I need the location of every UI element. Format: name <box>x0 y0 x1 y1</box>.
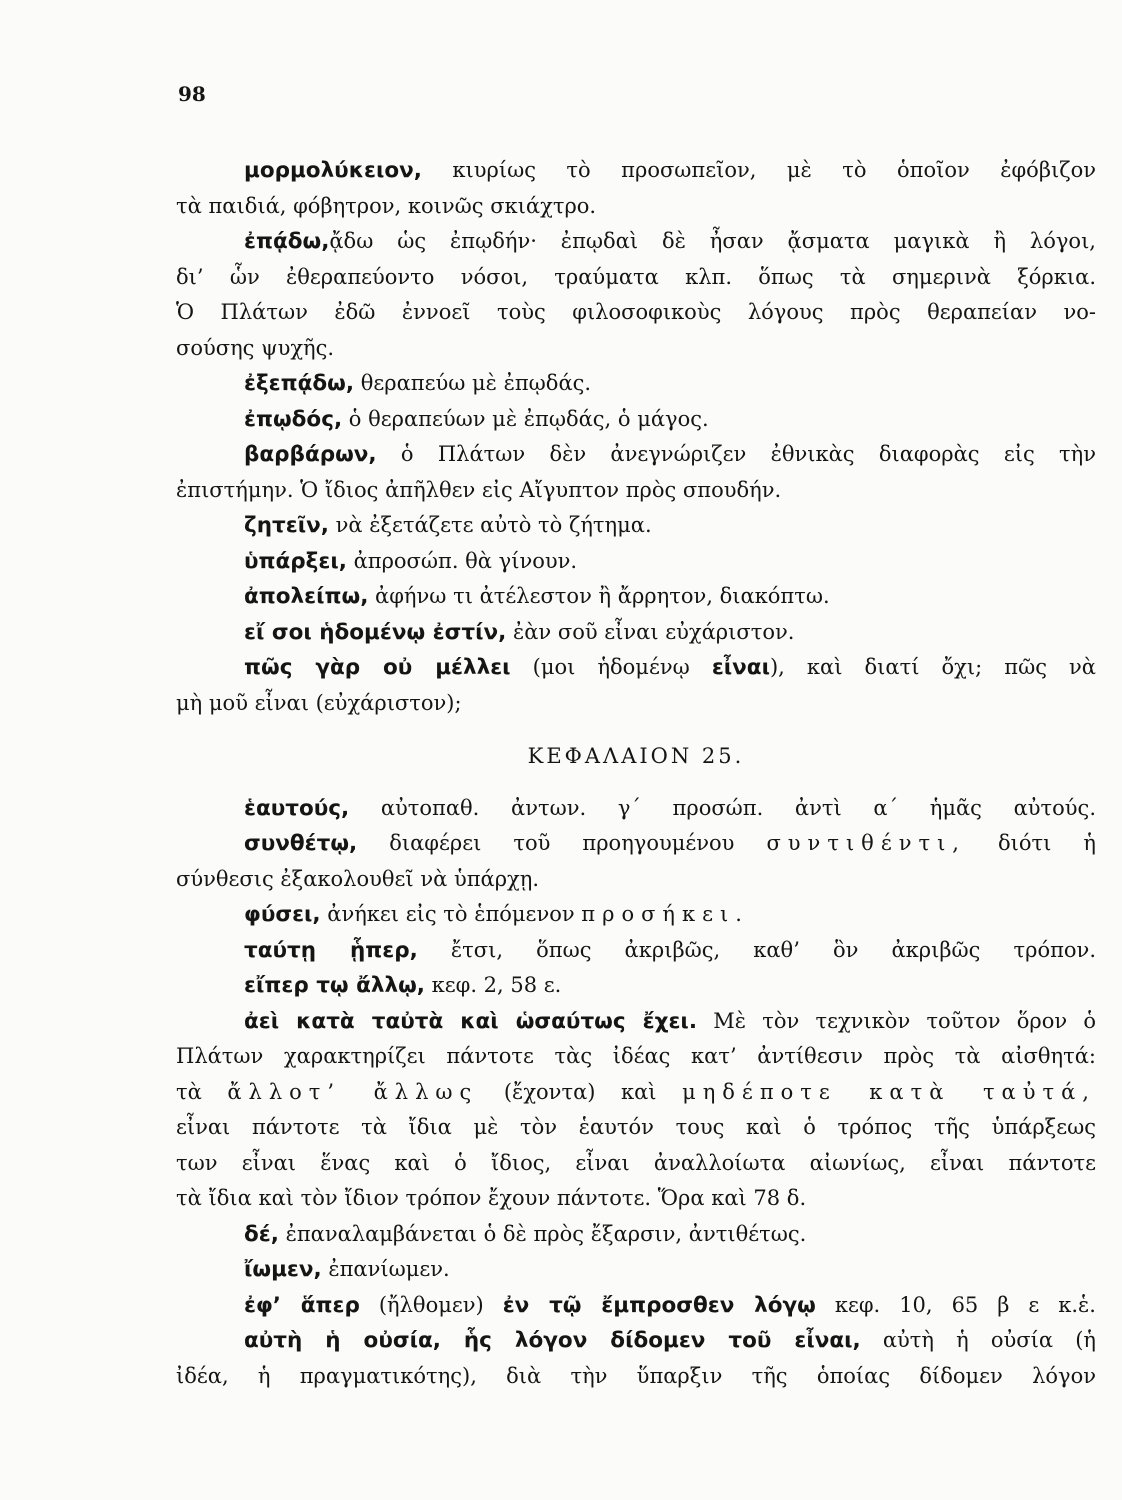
entry-gloss: δι’ ὧν ἐθεραπεύοντο νόσοι, τραύματα κλπ. ὅπως τὰ σημερινὰ ξόρκια. <box>176 264 1096 289</box>
entry-gloss: τὰ παιδιά, φόβητρον, κοινῶς σκιάχτρο. <box>176 193 597 218</box>
entry-gloss: θεραπεύω μὲ ἐπῳδάς. <box>354 371 592 395</box>
entry-term: ἐφ’ ἅπερ <box>244 1292 360 1318</box>
entry-gloss: ὁ Πλάτων δὲν ἀνεγνώριζεν ἐθνικὰς διαφορὰς εἰς τὴν <box>376 442 1096 466</box>
entry-gloss: κιυρίως τὸ προσωπεῖον, μὲ τὸ ὁποῖον ἐφόβιζον <box>421 158 1096 182</box>
entry-physei <box>176 897 1096 933</box>
entry-gloss: ὁ θεραπεύων μὲ ἐπῳδάς, ὁ μάγος. <box>342 406 709 431</box>
entry-ei-soi <box>176 615 1096 651</box>
entry-eph-haper <box>176 1288 1096 1324</box>
entry-term: φύσει, <box>244 902 321 927</box>
glossary-text <box>176 153 1096 1394</box>
entry-gloss: σούσης ψυχῆς. <box>176 335 335 360</box>
entry-continuation <box>176 1075 1096 1111</box>
entry-gloss: κεφ. 2, 58 ε. <box>424 973 562 997</box>
entry-gloss: αὐτοπαθ. ἀντων. γ΄ προσώπ. ἀντὶ α΄ ἡμᾶς αὐτούς. <box>349 795 1096 820</box>
entry-iomen <box>176 1252 1096 1288</box>
entry-term: ταύτῃ ᾗπερ, <box>244 937 418 963</box>
spaced-term: μηδέποτε κατὰ ταὐτά, <box>682 1079 1096 1104</box>
entry-continuation <box>176 686 1096 722</box>
entry-heautous <box>176 791 1096 827</box>
entry-gloss: ἀνήκει εἰς τὸ ἑπόμενον <box>320 902 582 926</box>
entry-gloss: ), καὶ διατί ὄχι; πῶς νὰ <box>769 655 1096 679</box>
entry-gloss: τὰ <box>176 1079 228 1104</box>
page-number: 98 <box>178 82 206 106</box>
entry-gloss: (μοι ἡδομένῳ <box>510 655 712 679</box>
entry-pos-gar <box>176 650 1096 686</box>
entry-yparxei <box>176 544 1096 580</box>
entry-term: ἐπῳδός, <box>244 406 343 432</box>
entry-term: πῶς γὰρ οὐ μέλλει <box>244 655 511 680</box>
entry-exepado <box>176 366 1096 402</box>
entry-gloss: ἐπιστήμην. Ὁ ἴδιος ἀπῆλθεν εἰς Αἴγυπτον πρὸς σπουδήν. <box>176 477 782 502</box>
entry-mormolykeion <box>176 153 1096 189</box>
entry-gloss: Ὁ Πλάτων ἐδῶ ἐννοεῖ τοὺς φιλοσοφικοὺς λόγους πρὸς θεραπείαν νο- <box>176 300 1096 324</box>
entry-gloss: τὰ ἴδια καὶ τὸν ἴδιον τρόπον ἔχουν πάντοτε. Ὅρα καὶ 78 δ. <box>176 1186 807 1210</box>
spaced-term: ἄλλοτ’ ἄλλως <box>227 1079 479 1104</box>
entry-syntheto <box>176 826 1096 862</box>
entry-taute-heper <box>176 933 1096 969</box>
entry-term: ἴωμεν, <box>244 1257 322 1282</box>
entry-gloss: ἐπαναλαμβάνεται ὁ δὲ πρὸς ἔξαρσιν, ἀντιθέτως. <box>278 1221 807 1246</box>
entry-gloss: ἐπανίωμεν. <box>321 1257 450 1281</box>
chapter-heading: ΚΕΦΑΛΑΙΟΝ 25. <box>527 744 745 768</box>
entry-continuation <box>176 1110 1096 1146</box>
entry-term: ἐπᾴδω, <box>244 229 330 254</box>
entry-barbaron <box>176 437 1096 473</box>
entry-epado <box>176 224 1096 260</box>
entry-term: ζητεῖν, <box>244 513 329 538</box>
entry-term: εἴ σοι ἡδομένῳ ἐστίν, <box>244 619 507 645</box>
spaced-term: προσήκει. <box>581 902 749 926</box>
entry-continuation <box>176 295 1096 331</box>
entry-gloss: Μὲ τὸν τεχνικὸν τοῦτον ὅρον ὁ <box>696 1008 1096 1033</box>
entry-continuation <box>176 862 1096 898</box>
entry-term: συνθέτῳ, <box>244 831 358 856</box>
entry-term: δέ, <box>244 1221 279 1247</box>
entry-de <box>176 1217 1096 1253</box>
entry-gloss: των εἶναι ἕνας καὶ ὁ ἴδιος, εἶναι ἀναλλοίωτα αἰωνίως, εἶναι πάντοτε <box>176 1150 1096 1175</box>
entry-continuation <box>176 473 1096 509</box>
entry-continuation <box>176 1359 1096 1395</box>
entry-gloss: εἶναι πάντοτε τὰ ἴδια μὲ τὸν ἑαυτόν τους καὶ ὁ τρόπος τῆς ὑπάρξεως <box>176 1115 1096 1139</box>
entry-term: ἐν τῷ ἔμπροσθεν λόγῳ <box>502 1292 816 1318</box>
entry-gloss: ἔτσι, ὅπως ἀκριβῶς, καθ’ ὃν ἀκριβῶς τρόπον. <box>417 937 1096 962</box>
entry-term: ὑπάρξει, <box>244 548 347 574</box>
entry-aei-kata <box>176 1004 1096 1040</box>
entry-gloss: ἐὰν σοῦ εἶναι εὐχάριστον. <box>506 619 795 644</box>
entry-apoleipo <box>176 579 1096 615</box>
entry-gloss: κεφ. 10, 65 β ε κ.ἑ. <box>815 1292 1096 1317</box>
entry-continuation <box>176 1039 1096 1075</box>
entry-continuation <box>176 189 1096 225</box>
entry-gloss: μὴ μοῦ εἶναι (εὐχάριστον); <box>176 690 462 715</box>
entry-gloss: ᾄδω ὡς ἐπῳδήν· ἐπῳδαὶ δὲ ἦσαν ᾄσματα μαγικὰ ἢ λόγοι, <box>329 229 1096 253</box>
entry-gloss: (ἔχοντα) καὶ <box>478 1079 683 1104</box>
entry-term: ἀεὶ κατὰ ταὐτὰ καὶ ὡσαύτως ἔχει. <box>244 1008 697 1034</box>
entry-gloss: (ἤλθομεν) <box>359 1292 503 1317</box>
entry-gloss: αὐτὴ ἡ οὐσία (ἡ <box>860 1328 1096 1352</box>
entry-term: εἶναι <box>711 655 770 680</box>
entry-gloss: ἀφήνω τι ἀτέλεστον ἢ ἄρρητον, διακόπτω. <box>368 584 830 608</box>
entry-continuation <box>176 1146 1096 1182</box>
entry-continuation <box>176 1181 1096 1217</box>
entry-eiper <box>176 968 1096 1004</box>
entry-gloss: σύνθεσις ἐξακολουθεῖ νὰ ὑπάρχῃ. <box>176 866 540 891</box>
entry-aute-he-ousia <box>176 1323 1096 1359</box>
entry-term: ἀπολείπω, <box>244 584 369 609</box>
entry-term: αὐτὴ ἡ οὐσία, ἧς λόγον δίδομεν τοῦ εἶναι, <box>244 1328 861 1353</box>
entry-gloss: ἰδέα, ἡ πραγματικότης), διὰ τὴν ὕπαρξιν τῆς ὁποίας δίδομεν λόγον <box>176 1363 1096 1388</box>
entry-term: ἑαυτούς, <box>244 795 350 821</box>
entry-continuation <box>176 260 1096 296</box>
entry-term: εἴπερ τῳ ἄλλῳ, <box>244 973 425 998</box>
entry-gloss: διότι ἡ <box>966 831 1096 855</box>
spaced-term: συντιθέντι, <box>766 831 966 855</box>
entry-gloss: νὰ ἐξετάζετε αὐτὸ τὸ ζήτημα. <box>328 513 652 537</box>
entry-term: μορμολύκειον, <box>244 158 422 183</box>
entry-term: βαρβάρων, <box>244 442 377 467</box>
entry-zetein <box>176 508 1096 544</box>
entry-gloss: διαφέρει τοῦ προηγουμένου <box>357 831 767 855</box>
entry-epodos <box>176 402 1096 438</box>
entry-continuation <box>176 331 1096 367</box>
entry-gloss: Πλάτων χαρακτηρίζει πάντοτε τὰς ἰδέας κατ’ ἀντίθεσιν πρὸς τὰ αἰσθητά: <box>176 1044 1096 1068</box>
entry-gloss: ἀπροσώπ. θὰ γίνουν. <box>346 548 578 573</box>
entry-term: ἐξεπᾴδω, <box>244 371 355 396</box>
